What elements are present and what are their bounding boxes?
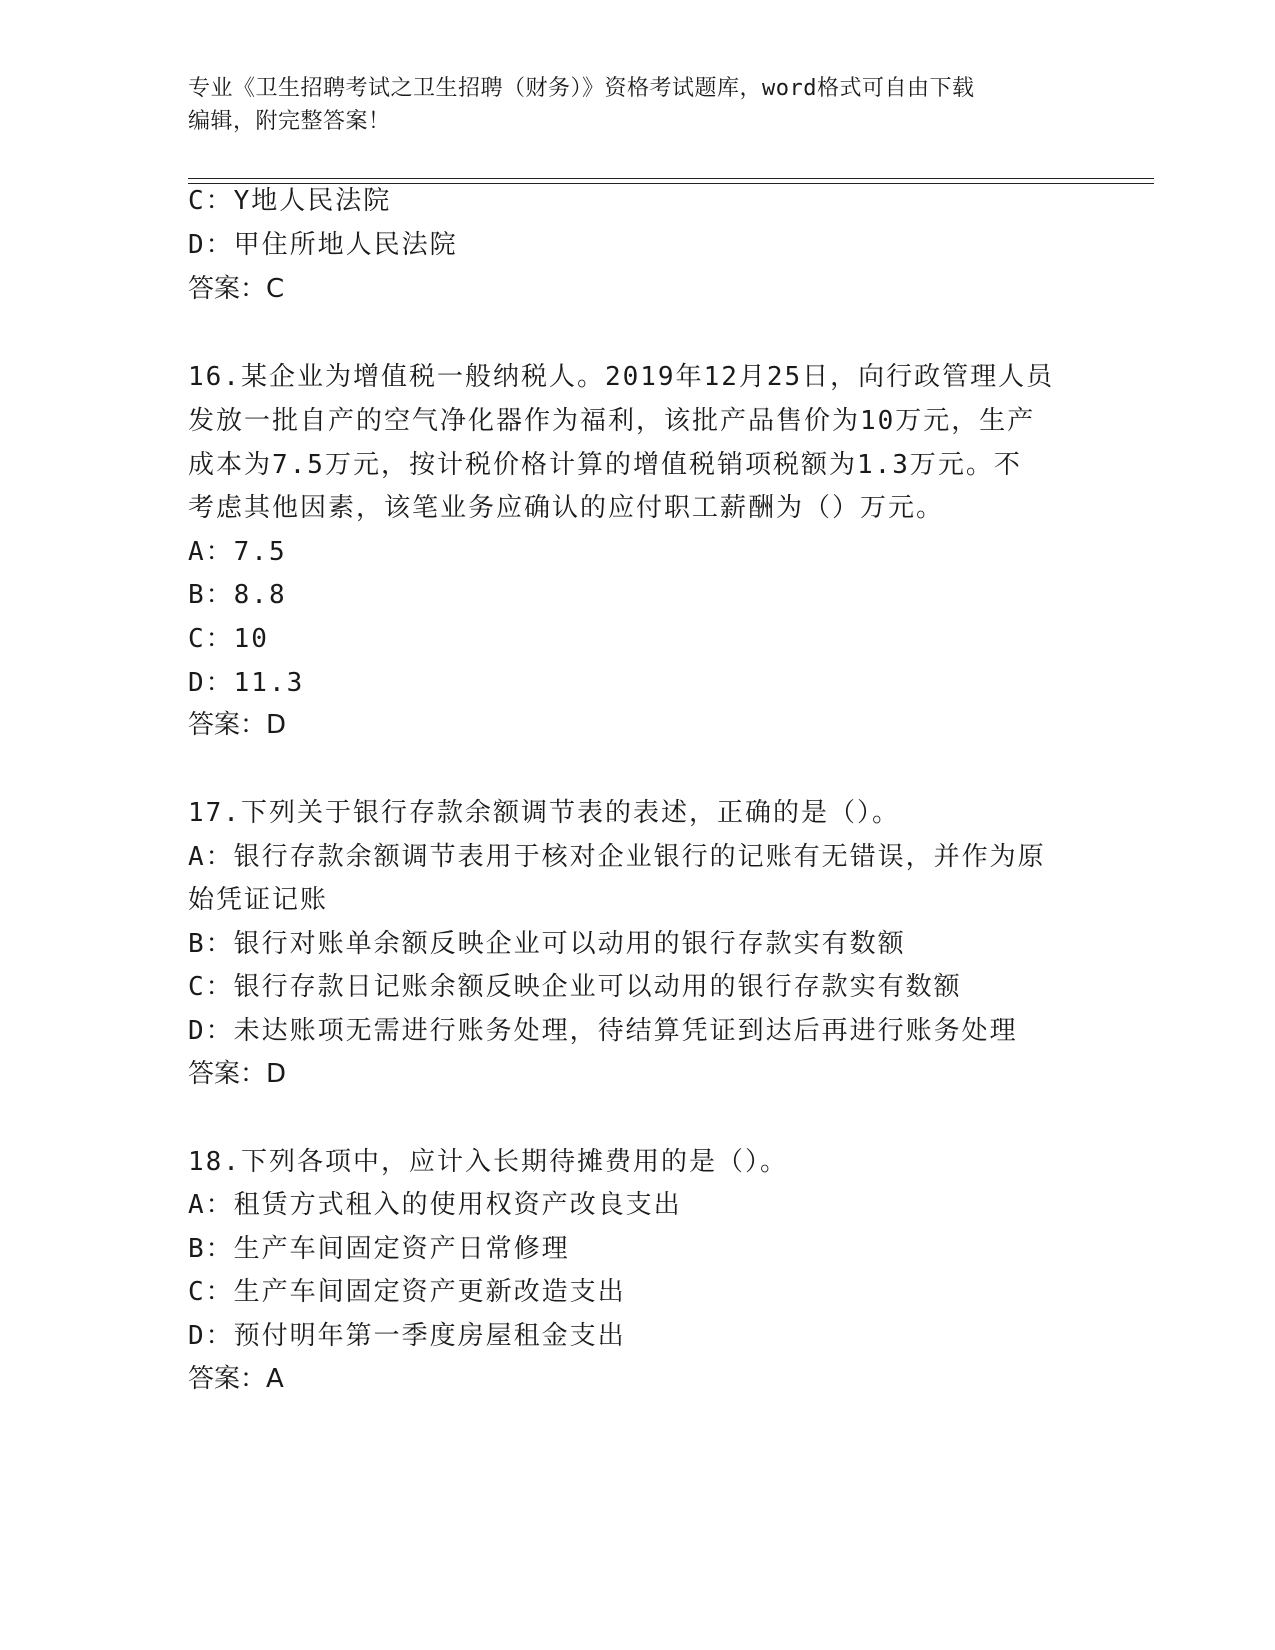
q18-option-a: A：租赁方式租入的使用权资产改良支出: [188, 1190, 682, 1220]
q17-option-a-line-1: A：银行存款余额调节表用于核对企业银行的记账有无错误，并作为原: [188, 842, 1046, 872]
q16-option-b: B：8.8: [188, 580, 287, 610]
q16-stem-line-1: 16.某企业为增值税一般纳税人。2019年12月25日，向行政管理人员: [188, 362, 1055, 392]
header-line-1: 专业《卫生招聘考试之卫生招聘（财务）》资格考试题库，word格式可自由下载: [188, 76, 975, 101]
q15-answer: 答案：C: [188, 274, 285, 304]
q18-option-c: C：生产车间固定资产更新改造支出: [188, 1277, 626, 1307]
q17-option-d: D：未达账项无需进行账务处理，待结算凭证到达后再进行账务处理: [188, 1016, 1018, 1046]
header-divider-top: [188, 178, 1154, 179]
header-divider-bottom: [188, 183, 1154, 184]
q16-option-a: A：7.5: [188, 537, 287, 567]
q16-option-d: D：11.3: [188, 668, 305, 698]
q18-answer: 答案：A: [188, 1364, 284, 1394]
header-line-2: 编辑，附完整答案！: [188, 109, 391, 134]
q16-answer: 答案：D: [188, 710, 287, 740]
q18-option-d: D：预付明年第一季度房屋租金支出: [188, 1321, 626, 1351]
q17-option-a-line-2: 始凭证记账: [188, 885, 329, 915]
q16-stem-line-3: 成本为7.5万元，按计税价格计算的增值税销项税额为1.3万元。不: [188, 450, 1022, 480]
q15-option-d: D：甲住所地人民法院: [188, 230, 458, 260]
page-header: [188, 72, 1088, 138]
q16-option-c: C：10: [188, 624, 269, 654]
q17-stem: 17.下列关于银行存款余额调节表的表述，正确的是（）。: [188, 798, 900, 828]
q18-stem: 18.下列各项中，应计入长期待摊费用的是（）。: [188, 1147, 788, 1177]
q17-option-b: B：银行对账单余额反映企业可以动用的银行存款实有数额: [188, 929, 906, 959]
q18-option-b: B：生产车间固定资产日常修理: [188, 1234, 570, 1264]
q15-option-c: C：Y地人民法院: [188, 186, 392, 216]
q17-option-c: C：银行存款日记账余额反映企业可以动用的银行存款实有数额: [188, 972, 962, 1002]
q16-stem-line-2: 发放一批自产的空气净化器作为福利，该批产品售价为10万元，生产: [188, 406, 1036, 436]
q17-answer: 答案：D: [188, 1059, 287, 1089]
q16-stem-line-4: 考虑其他因素，该笔业务应确认的应付职工薪酬为（）万元。: [188, 493, 945, 523]
